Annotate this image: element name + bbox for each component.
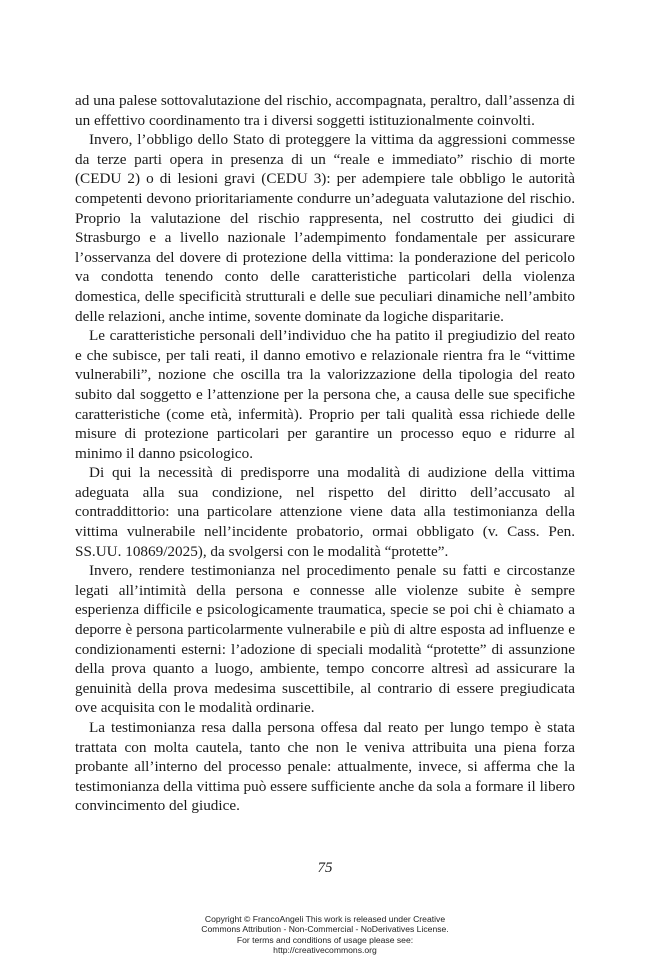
paragraph-hearing-modality: Di qui la necessità di predisporre una modalità di audizione della vittima adeguata alla sua condizione, nel rispetto del diritto dell’accusato al contraddittorio: una particolare attenzione viene data alla testimonianza della vittima vulnerabile nell’incidente probatorio, ormai obbligato (v. Cass. Pen. SS.UU. 10869/2025), da svolgersi con le modalità “protette”. <box>75 464 575 560</box>
copyright-line-3: For terms and conditions of usage please see: <box>236 934 414 945</box>
body-text <box>75 91 575 816</box>
paragraph-continuation: ad una palese sottovalutazione del rischio, accompagnata, peraltro, dall’assenza di un effettivo coordinamento tra i diversi soggetti istituzionalmente coinvolti. <box>75 92 575 129</box>
paragraph-protected-testimony: Invero, rendere testimonianza nel procedimento penale su fatti e circostanze legati all’intimità della persona e connesse alle violenze subite è sempre esperienza difficile e psicologicamente traumatica, specie se poi chi è chiamato a deporre è persona particolarmente vulnerabile e più di altre esposta ad influenze e condizionamenti esterni: l’adozione di speciali modalità “protette” di assunzione della prova quanto a luogo, ambiente, tempo concorre altresì ad assicurare la genuinità della prova medesima suscettibile, al contrario di essere pregiudicata ove acquisita con le modalità ordinarie. <box>75 562 575 717</box>
copyright-line-1: Copyright © FrancoAngeli This work is released under Creative <box>204 914 446 924</box>
paragraph-victim-testimony: La testimonianza resa dalla persona offesa dal reato per lungo tempo è stata trattata con molta cautela, tanto che non le veniva attribuita una piena forza probante all’interno del processo penale: attualmente, invece, si afferma che la testimonianza della vittima può essere sufficiente anche da sola a formare il libero convincimento del giudice. <box>75 719 575 815</box>
copyright-link[interactable]: http://creativecommons.org <box>273 945 377 956</box>
page-number: 75 <box>317 860 333 876</box>
copyright-footer <box>0 914 650 956</box>
paragraph-vulnerable-victims: Le caratteristiche personali dell’individuo che ha patito il pregiudizio del reato e che subisce, per tali reati, il danno emotivo e relazionale rientra fra le “vittime vulnerabili”, nozione che oscilla tra la valorizzazione della tipologia del reato subito dal soggetto e l’attenzione per la persona che, a causa delle sue specifiche caratteristiche (come età, infermità). Proprio per tali qualità essa richiede delle misure di protezione particolari per garantire un processo equo e ridurre al minimo il danno psicologico. <box>75 327 575 462</box>
copyright-line-2: Commons Attribution - Non-Commercial - NoDerivatives License. <box>201 924 449 935</box>
paragraph-state-obligation: Invero, l’obbligo dello Stato di proteggere la vittima da aggressioni commesse da terze parti opera in presenza di un “reale e immediato” rischio di morte (CEDU 2) o di lesioni gravi (CEDU 3): per adempiere tale obbligo le autorità competenti devono prioritariamente condurre un’adeguata valutazione del rischio. Proprio la valutazione del rischio rappresenta, nel costrutto dei giudici di Strasburgo e a livello nazionale l’adempimento fondamentale per assicurare l’osservanza del dovere di protezione della vittima: la ponderazione del pericolo va condotta tenendo conto delle caratteristiche particolari della violenza domestica, delle specificità strutturali e delle sue peculiari dinamiche nell’ambito delle relazioni, anche intime, sovente dominate da logiche disparitarie. <box>75 131 575 325</box>
